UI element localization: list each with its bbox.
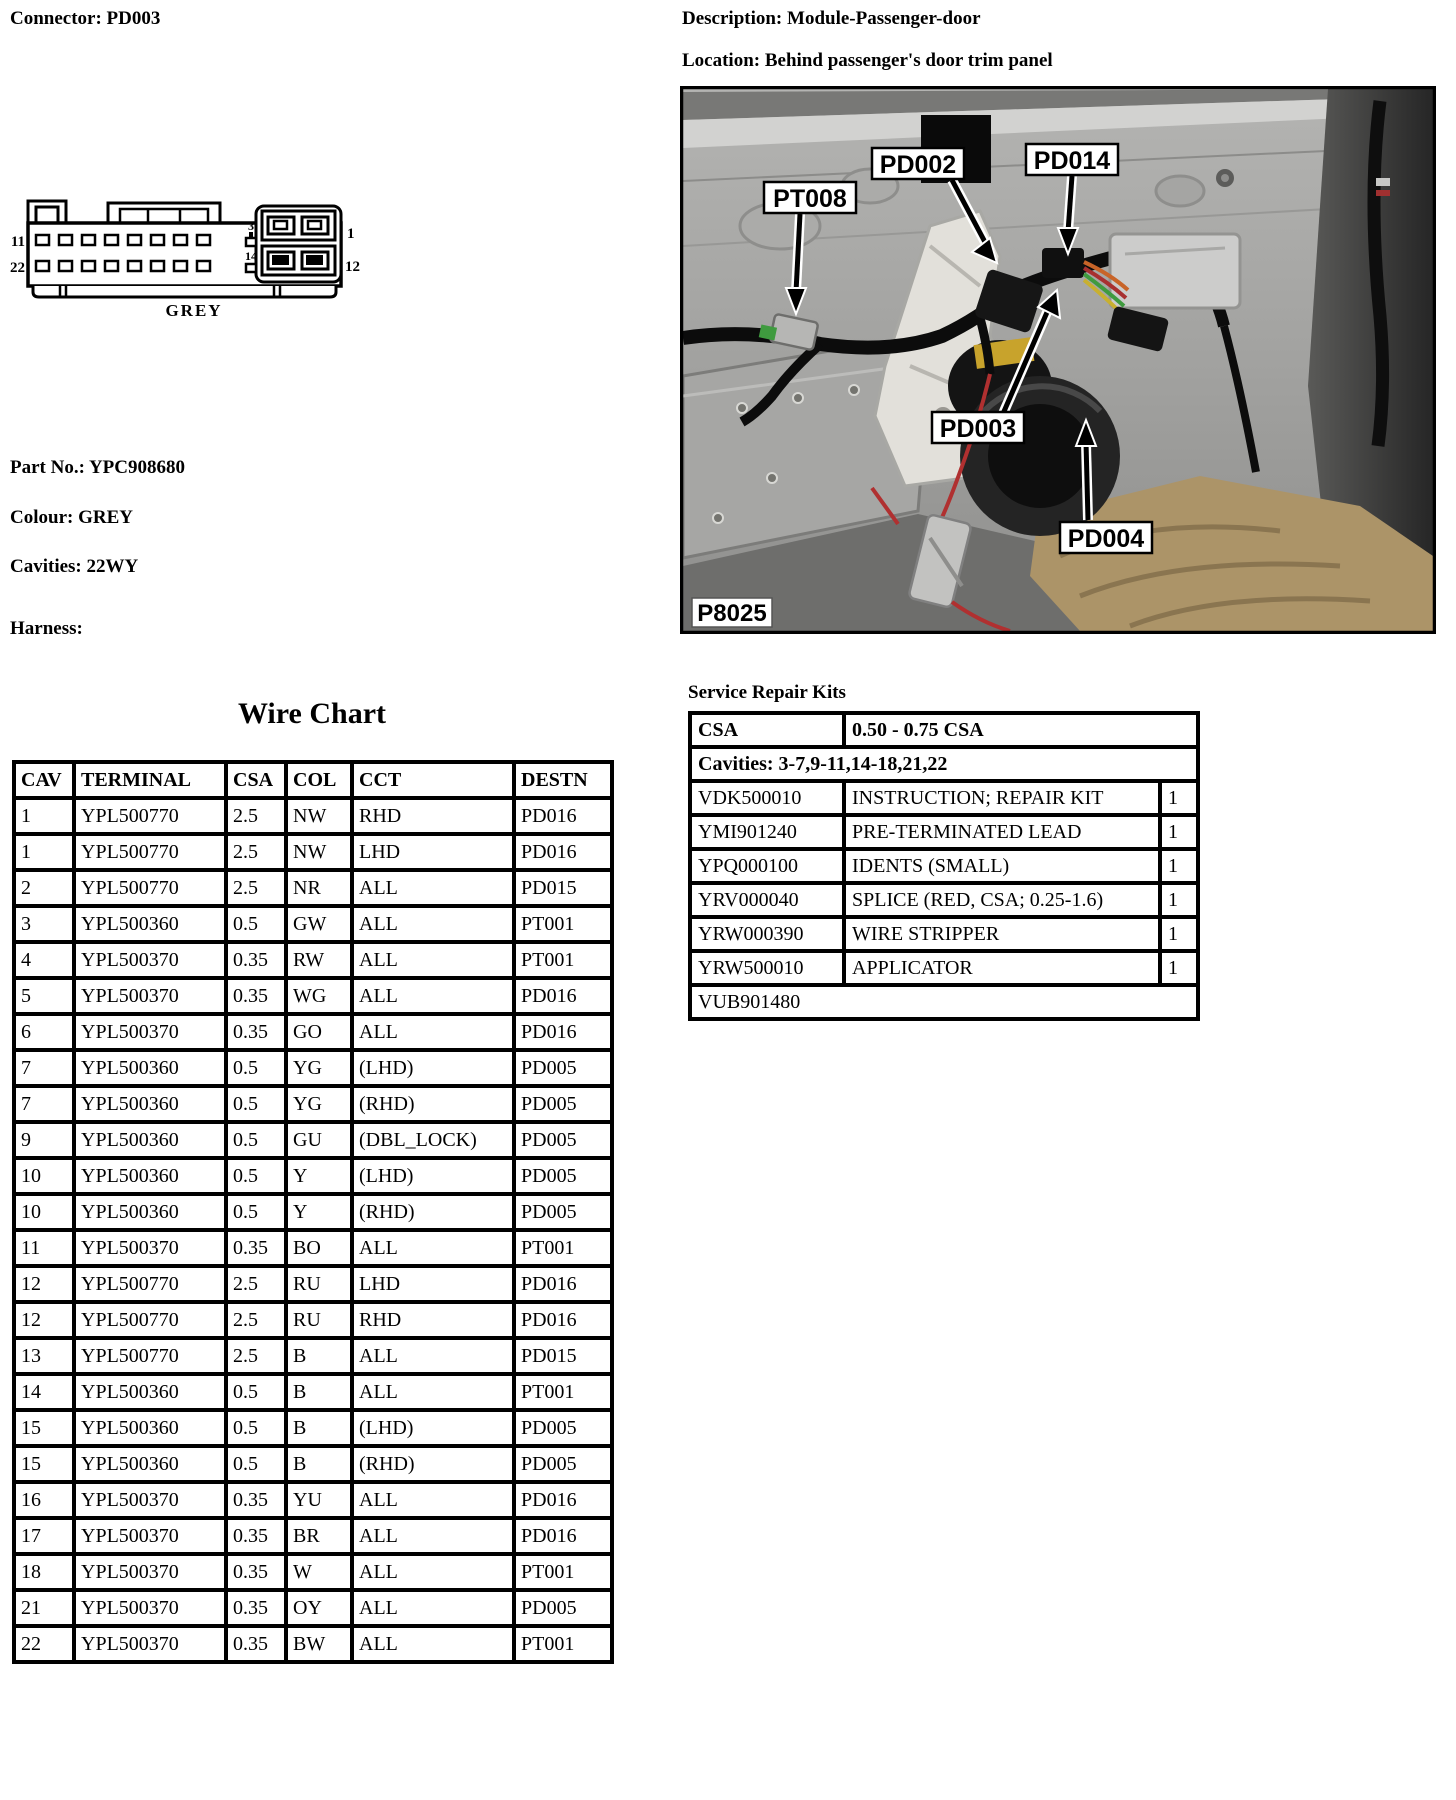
cell-col: YU: [286, 1482, 352, 1518]
cell-cav: 6: [14, 1014, 74, 1050]
cell-destn: PT001: [514, 906, 612, 942]
cell-destn: PT001: [514, 1374, 612, 1410]
cell-cct: RHD: [352, 1302, 514, 1338]
cell-csa: 0.35: [226, 942, 286, 978]
cell-destn: PD015: [514, 1338, 612, 1374]
wire-chart-row: [14, 978, 612, 1014]
cell-cct: LHD: [352, 834, 514, 870]
cell-cav: 16: [14, 1482, 74, 1518]
wire-chart-row: [14, 1086, 612, 1122]
harness-label: Harness:: [10, 618, 83, 639]
cell-cct: ALL: [352, 1338, 514, 1374]
wire-chart-row: [14, 1194, 612, 1230]
cell-terminal: YPL500360: [74, 906, 226, 942]
kits-row: [690, 951, 1198, 985]
pin-label-12: 12: [345, 259, 360, 275]
cell-csa: 0.5: [226, 1410, 286, 1446]
cell-cct: ALL: [352, 1374, 514, 1410]
kits-cavities-row: [690, 747, 1198, 781]
cell-cct: (LHD): [352, 1410, 514, 1446]
photo-id-text: P8025: [697, 600, 767, 627]
cell-csa: 2.5: [226, 834, 286, 870]
cell-csa: 0.5: [226, 1050, 286, 1086]
col-header: COL: [286, 762, 352, 798]
kits-footer-part-number: VUB901480: [690, 985, 1198, 1019]
cell-cav: 12: [14, 1266, 74, 1302]
cell-col: YG: [286, 1086, 352, 1122]
pd014-connector: [1042, 248, 1084, 278]
kits-cavities-cell: Cavities: 3-7,9-11,14-18,21,22: [690, 747, 1198, 781]
wire-chart-row: [14, 1590, 612, 1626]
cell-destn: PD016: [514, 834, 612, 870]
cell-col: RU: [286, 1266, 352, 1302]
wire-chart-row: [14, 834, 612, 870]
cell-cct: (DBL_LOCK): [352, 1122, 514, 1158]
colour-label: Colour: GREY: [10, 507, 133, 528]
kits-footer-row: [690, 985, 1198, 1019]
cell-cav: 13: [14, 1338, 74, 1374]
kit-part-number: YRW500010: [690, 951, 844, 985]
cell-terminal: YPL500360: [74, 1374, 226, 1410]
cell-cav: 15: [14, 1446, 74, 1482]
cell-terminal: YPL500770: [74, 798, 226, 834]
wire-chart-row: [14, 1014, 612, 1050]
cell-csa: 0.5: [226, 1158, 286, 1194]
kit-quantity: 1: [1160, 781, 1198, 815]
cell-terminal: YPL500770: [74, 870, 226, 906]
wire-chart-row: [14, 1338, 612, 1374]
cell-cct: LHD: [352, 1266, 514, 1302]
large-terminal-group-top: [262, 211, 335, 240]
cell-csa: 0.5: [226, 906, 286, 942]
kits-row: [690, 781, 1198, 815]
cell-cav: 10: [14, 1158, 74, 1194]
cell-destn: PT001: [514, 1626, 612, 1662]
wire-chart-row: [14, 1554, 612, 1590]
cell-terminal: YPL500370: [74, 1626, 226, 1662]
cell-col: B: [286, 1374, 352, 1410]
cell-cct: ALL: [352, 978, 514, 1014]
cell-cct: ALL: [352, 906, 514, 942]
cell-destn: PD005: [514, 1410, 612, 1446]
cell-terminal: YPL500770: [74, 1302, 226, 1338]
wire-chart-row: [14, 942, 612, 978]
wire-chart-row: [14, 1122, 612, 1158]
kit-description: PRE-TERMINATED LEAD: [844, 815, 1160, 849]
wire-chart-row: [14, 1626, 612, 1662]
photo-id-tag: [692, 598, 772, 627]
cell-col: NR: [286, 870, 352, 906]
wire-chart-row: [14, 1482, 612, 1518]
cell-col: Y: [286, 1194, 352, 1230]
cell-csa: 0.5: [226, 1086, 286, 1122]
kits-csa-header: CSA: [690, 713, 844, 747]
cell-cav: 21: [14, 1590, 74, 1626]
wire-chart-header-row: [14, 762, 612, 798]
cell-csa: 0.35: [226, 1518, 286, 1554]
cell-cav: 18: [14, 1554, 74, 1590]
connector-skirt: [33, 286, 336, 297]
kit-description: WIRE STRIPPER: [844, 917, 1160, 951]
cell-cct: (RHD): [352, 1446, 514, 1482]
cell-csa: 0.35: [226, 1014, 286, 1050]
kits-header-row: [690, 713, 1198, 747]
cell-terminal: YPL500770: [74, 834, 226, 870]
cell-destn: PD005: [514, 1158, 612, 1194]
cell-col: RW: [286, 942, 352, 978]
pin-label-14: 14: [245, 249, 257, 263]
cell-terminal: YPL500360: [74, 1086, 226, 1122]
cell-terminal: YPL500370: [74, 1230, 226, 1266]
cell-terminal: YPL500770: [74, 1338, 226, 1374]
kit-description: SPLICE (RED, CSA; 0.25-1.6): [844, 883, 1160, 917]
cell-destn: PD016: [514, 1266, 612, 1302]
cell-csa: 0.35: [226, 1230, 286, 1266]
connector-colour-caption: GREY: [165, 301, 223, 320]
cell-terminal: YPL500370: [74, 978, 226, 1014]
pin-label-3: 3: [248, 219, 254, 233]
cell-cct: RHD: [352, 798, 514, 834]
cell-col: Y: [286, 1158, 352, 1194]
cell-terminal: YPL500370: [74, 1482, 226, 1518]
cell-destn: PD016: [514, 978, 612, 1014]
col-header: CSA: [226, 762, 286, 798]
pd014-module: [1110, 234, 1240, 308]
wire-chart-row: [14, 1230, 612, 1266]
cell-destn: PD005: [514, 1446, 612, 1482]
cell-destn: PD016: [514, 798, 612, 834]
cell-csa: 0.5: [226, 1374, 286, 1410]
cell-destn: PD016: [514, 1482, 612, 1518]
cell-destn: PD005: [514, 1590, 612, 1626]
kit-part-number: YMI901240: [690, 815, 844, 849]
kit-description: INSTRUCTION; REPAIR KIT: [844, 781, 1160, 815]
cell-cct: ALL: [352, 1230, 514, 1266]
wire-chart-row: [14, 1050, 612, 1086]
service-repair-kits-title: Service Repair Kits: [688, 682, 846, 703]
kit-part-number: YRV000040: [690, 883, 844, 917]
cell-cct: ALL: [352, 1482, 514, 1518]
cell-cct: ALL: [352, 1518, 514, 1554]
large-terminal-group-bottom: [262, 246, 335, 275]
cell-col: W: [286, 1554, 352, 1590]
cell-csa: 0.5: [226, 1446, 286, 1482]
cell-cct: ALL: [352, 942, 514, 978]
kit-quantity: 1: [1160, 815, 1198, 849]
callout-label-pd003: PD003: [939, 415, 1017, 443]
cell-destn: PT001: [514, 1554, 612, 1590]
callout-label-pd004: PD004: [1067, 525, 1145, 553]
cell-terminal: YPL500370: [74, 1518, 226, 1554]
cell-col: GW: [286, 906, 352, 942]
cell-col: B: [286, 1338, 352, 1374]
cell-csa: 2.5: [226, 1302, 286, 1338]
description-title: Description: Module-Passenger-door: [682, 8, 981, 29]
cell-terminal: YPL500360: [74, 1446, 226, 1482]
wire-chart-title: Wire Chart: [237, 697, 387, 730]
cell-col: WG: [286, 978, 352, 1014]
kit-part-number: YRW000390: [690, 917, 844, 951]
cell-destn: PD005: [514, 1194, 612, 1230]
cell-cav: 5: [14, 978, 74, 1014]
cell-col: YG: [286, 1050, 352, 1086]
kits-row: [690, 815, 1198, 849]
cell-col: GO: [286, 1014, 352, 1050]
col-header: DESTN: [514, 762, 612, 798]
cell-cav: 1: [14, 798, 74, 834]
wire-chart-row: [14, 1374, 612, 1410]
cell-destn: PD005: [514, 1086, 612, 1122]
cell-col: B: [286, 1446, 352, 1482]
cell-destn: PD016: [514, 1302, 612, 1338]
cell-cct: (LHD): [352, 1158, 514, 1194]
cell-terminal: YPL500370: [74, 1590, 226, 1626]
wire-chart-table: [12, 760, 614, 1664]
cell-csa: 0.35: [226, 1482, 286, 1518]
cell-csa: 0.35: [226, 1590, 286, 1626]
cell-cav: 9: [14, 1122, 74, 1158]
callout-label-pt008: PT008: [773, 185, 847, 213]
cell-col: NW: [286, 834, 352, 870]
wire-chart-row: [14, 1266, 612, 1302]
door-location-photo: [680, 86, 1436, 634]
cell-destn: PD015: [514, 870, 612, 906]
cell-terminal: YPL500360: [74, 1050, 226, 1086]
cell-csa: 0.35: [226, 1626, 286, 1662]
cell-cct: ALL: [352, 1626, 514, 1662]
wire-chart-row: [14, 870, 612, 906]
cell-cct: ALL: [352, 870, 514, 906]
cell-cct: (LHD): [352, 1050, 514, 1086]
cell-destn: PD005: [514, 1050, 612, 1086]
cell-csa: 0.5: [226, 1194, 286, 1230]
callout-label-pd014: PD014: [1033, 147, 1111, 175]
cell-cav: 4: [14, 942, 74, 978]
cell-csa: 2.5: [226, 798, 286, 834]
cell-cav: 12: [14, 1302, 74, 1338]
cell-terminal: YPL500370: [74, 1014, 226, 1050]
service-repair-kits-table: [688, 711, 1200, 1021]
cell-col: OY: [286, 1590, 352, 1626]
wire-chart-row: [14, 1158, 612, 1194]
pin-label-11: 11: [10, 234, 25, 250]
kit-quantity: 1: [1160, 917, 1198, 951]
cell-csa: 2.5: [226, 1338, 286, 1374]
cell-cav: 7: [14, 1050, 74, 1086]
cell-csa: 2.5: [226, 870, 286, 906]
cell-col: GU: [286, 1122, 352, 1158]
cell-terminal: YPL500370: [74, 942, 226, 978]
wire-chart-row: [14, 798, 612, 834]
wire-chart-row: [14, 1446, 612, 1482]
cell-cav: 3: [14, 906, 74, 942]
cell-csa: 0.35: [226, 978, 286, 1014]
pin-label-22: 22: [10, 260, 25, 276]
cell-col: BR: [286, 1518, 352, 1554]
cell-cct: ALL: [352, 1554, 514, 1590]
cell-destn: PT001: [514, 1230, 612, 1266]
cell-cav: 10: [14, 1194, 74, 1230]
kits-row: [690, 917, 1198, 951]
col-header: TERMINAL: [74, 762, 226, 798]
kit-description: APPLICATOR: [844, 951, 1160, 985]
wire-chart-row: [14, 1410, 612, 1446]
kits-row: [690, 883, 1198, 917]
kit-part-number: YPQ000100: [690, 849, 844, 883]
cell-destn: PD016: [514, 1014, 612, 1050]
kit-quantity: 1: [1160, 849, 1198, 883]
cell-cav: 7: [14, 1086, 74, 1122]
cell-col: NW: [286, 798, 352, 834]
cell-col: BW: [286, 1626, 352, 1662]
cell-terminal: YPL500370: [74, 1554, 226, 1590]
kit-description: IDENTS (SMALL): [844, 849, 1160, 883]
cell-terminal: YPL500360: [74, 1122, 226, 1158]
cell-cav: 14: [14, 1374, 74, 1410]
cell-col: BO: [286, 1230, 352, 1266]
cavities-label: Cavities: 22WY: [10, 556, 139, 577]
kit-quantity: 1: [1160, 883, 1198, 917]
pin-label-1: 1: [347, 226, 355, 242]
cell-cct: (RHD): [352, 1194, 514, 1230]
wire-chart-row: [14, 906, 612, 942]
col-header: CCT: [352, 762, 514, 798]
cell-cav: 15: [14, 1410, 74, 1446]
col-header: CAV: [14, 762, 74, 798]
cell-terminal: YPL500360: [74, 1194, 226, 1230]
cell-terminal: YPL500360: [74, 1410, 226, 1446]
cell-cav: 1: [14, 834, 74, 870]
connector-title: Connector: PD003: [10, 8, 161, 29]
kit-part-number: VDK500010: [690, 781, 844, 815]
cell-csa: 0.5: [226, 1122, 286, 1158]
kit-quantity: 1: [1160, 951, 1198, 985]
cell-destn: PD005: [514, 1122, 612, 1158]
cell-terminal: YPL500360: [74, 1158, 226, 1194]
cell-csa: 2.5: [226, 1266, 286, 1302]
cell-terminal: YPL500770: [74, 1266, 226, 1302]
cell-cav: 22: [14, 1626, 74, 1662]
cell-destn: PD016: [514, 1518, 612, 1554]
cell-cav: 11: [14, 1230, 74, 1266]
location-title: Location: Behind passenger's door trim panel: [682, 50, 1053, 71]
cell-cct: (RHD): [352, 1086, 514, 1122]
cell-cav: 17: [14, 1518, 74, 1554]
cell-cct: ALL: [352, 1590, 514, 1626]
kits-row: [690, 849, 1198, 883]
cell-col: B: [286, 1410, 352, 1446]
wire-chart-row: [14, 1302, 612, 1338]
kits-csa-range: 0.50 - 0.75 CSA: [844, 713, 1198, 747]
callout-label-pd002: PD002: [879, 151, 957, 179]
cell-csa: 0.35: [226, 1554, 286, 1590]
cell-col: RU: [286, 1302, 352, 1338]
cell-destn: PT001: [514, 942, 612, 978]
part-no-label: Part No.: YPC908680: [10, 457, 186, 478]
cell-cav: 2: [14, 870, 74, 906]
wire-chart-row: [14, 1518, 612, 1554]
cell-cct: ALL: [352, 1014, 514, 1050]
